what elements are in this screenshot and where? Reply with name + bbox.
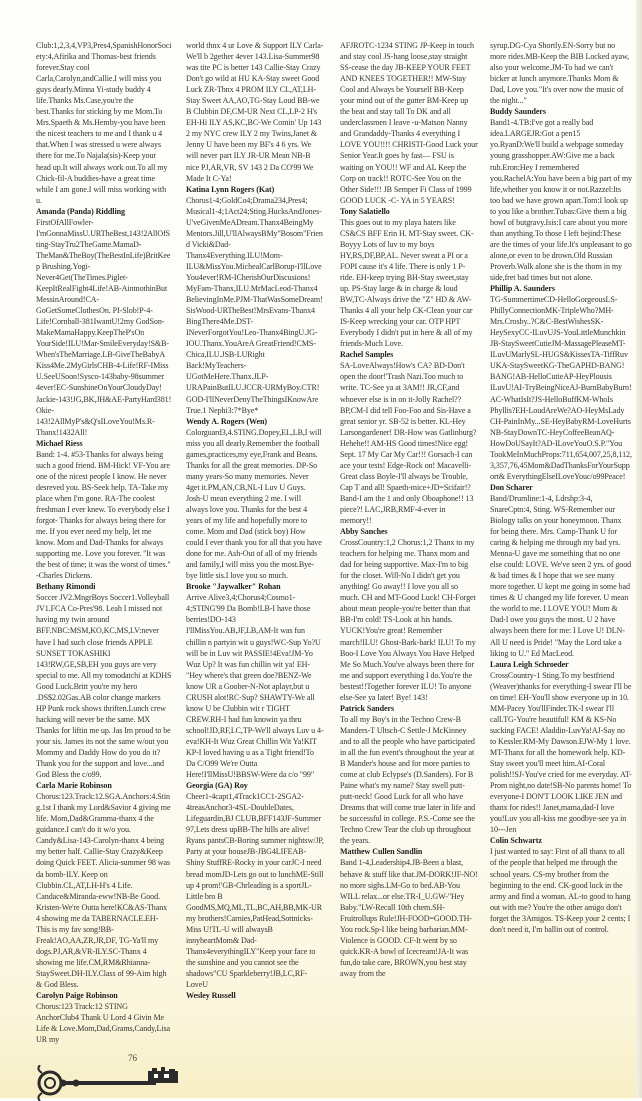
senior-message: Arrive Alive3,4;Chorus4;Cosmo1-4;STING'99 Da Bomb!LB-I have those berries!DO-143 I'llMissYou.AB,JF,LB,AM-It was fun chillin n partyin wit u guys!WC-Sup Yo?U will be in Luv wit PASSIE!4Eva!JM-Yo Wuz Up? It was fun chillin wit ya! EH-"Hey where's that green doe?BENZ-We know UR a Goober-N-Not aplayr,but u CRUSH alot!RC-Sup? SHAWTY-We all know U be Clubbin wit r TIGHT CREW.RH-I had fun knowin ya thru school!JD,RF,LC,TP-We'll always Luv u 4-eva!KH-It Wuz Great Chillin Wit Ya!KIT KP-I loved having u as a Tight friend!To Da C/O99 We're Outta Here!I'llMissU!BBSW-Were da c/o "99" [186, 593, 324, 780]
continued-text: world thnx 4 ur Love & Support ILY Carla-We'll b 2gether 4ever 143.Lisa-Summer98 was tite PC is better 143 Callie-Stay Crazy Don't go wild at HU KA-Stay sweet Good Luck ZR-Thnx 4 PROM ILY CL,AT,LH-Stay Sweet AA,AO,TG-Stay Loud BB-we B Clubbin DF,CM-UR Next CL,LP-2 H's EH-Hi ILY AS,KC,BC-We Comin' Up 143 2 my NYC crew ILY 2 my Twins,Janet & Jenny U have been my BF's 4 6 yrs. We will never part ILY JR-UR Mean NB-B nice PJ,AR,VR, SV 143 2 Da CO'99 We Made It C-Ya! [186, 41, 324, 183]
senior-message: Cheer1-4capt1,4Track1CC1-2SGA2-4treasAnchor3-4SL-DoubleDates, Lifeguardin,BJ CLUB,BFF143JF-Summer 97,Lets dress upBB-The hills are alive! Ryans pantsCB-Boring summer nightsw/JP, Party at your houseJB-JBG4LIFEAB-Shiny StuffRE-Rocky in your carJC-I need bread momJD-Lets go out to lunchME-Still up 4 prom!'GB-Chrleading is a sportJL-Little bro B GoodMS,MQ,ML,TL,BC,AH,BB,MK-UR my brothers!Carnies,PatHead,Sottnicks-Miss U!TL-U will alwaysB innyheartMom& Dad-Thanx4everythingILY"Keep your face to the sunshine and you cannot see the shadows"CU Sparkleberry!JB,LC,RF-LoveU [186, 792, 324, 989]
senior-message: Band/Drumline:1-4, Ldrshp:3-4, SnareCptn:4, Sting. WS-Remember our Biology talks on your honeymoon. Thanx for being there. Mrs. Camp-Thank U for caring & helping me through my bad yrs. Menna-U gave me something that no one else could: LOVE. We've seen 2 yrs. of good & bad times & I hope that we see many more together. U kept me going in some bad times & U changed my life forever. U mean the world to me. I LOVE YOU! Mom & Dad-I owe you guys the most. U 2 have always been there for me: I Love U! DLN-All U need is Pride! "May the Lord take a liking to U." Ed MacLeod. [490, 493, 632, 658]
senior-name: Carolyn Paige Robinson [36, 991, 118, 1001]
senior-message: Chorus:123.Track:12.SGA.Anchors:4.Sting.1st I thank my Lord&Savior 4 giving me life. Mom,Dad&Gramma-thanx 4 the guidance.I can't do it w/o you. Candy&Lisa-143-Carolyn-thanx 4 being my better half. Callie-Stay Crazy&Keep doing Quick FEET. Alicia-summer 98 was da bomb-ILY. Keep on Clubbin.CL,AT,LH-H's 4 Life. Candace&Miranda-eww!NB-Be Good. Kristen-We're Outta here!KC&AS-Thanx 4 showing me da TABERNACLE.EH-This is my fav song!BB-Freak!AO,AA,ZR,JR,DF, TG-Ya'll my dogs.PJ,AR,&VR-ILY.SC-Thanx 4 showing me life.CM,RM&Rhianna-StaySweet.DH-ILY.Class of 99-Aim high & God Bless. [36, 792, 171, 989]
senior-name: Georgia (GA) Roy [186, 781, 248, 791]
senior-message: Band: 1-4. #53-Thanks for always being such a good friend. BM-Hick! VF-You are one of the nicest people I know. He never desreved you. BS-Seek help. TA-Take my place when I'm gone. RA-The coolest freshman I ever knew. To everybody else I forgot- Thanks for always being there for me. If you ever need my help, let me know. Mom and Dad-Thanks for always supporting me. Love you forever. "It was the best of time; it was the worst of times." -Charles Dickens. [36, 449, 171, 581]
senior-message: Band 1-4,Leadership4.JB-Been a blast, behave & stuff like that.JM-DORK!JF-NO! no more sighs.LM-Go to bed.AB-You WILL relax...or else.TR-I_U.GW-"Hey Baby."LW-Recall 10th chem.SH-Fruitrollups Rule!JH-FOOD=GOOD.TH-You rock.Sp-I like being barbarian.MM-Violence is GOOD. CF-It went by so quick.KR-A bowl of Icecream!JA-It was fun,do take care, BROWN,you best stay away from the [340, 858, 478, 978]
senior-message: CrossCountry-1 Sting.To my bestfriend (Weaver)thanks for everything-I swear I'll be on time! EH-You'll show everyone up in 10. MM-Pacey You'llFinder.TK-I swear I'll call.TG-You're beautiful! KM & KS-No sucking FACE! Aladdin-LuvYa!AJ-Say no to Kessler.RM-My Dawson.EJW-My 1 love. MT-Thanx for all the homework help. KD-Stay sweet you'll meet him.AI-Coral polish!!SJ-You've cried for me everyday. AT-Prom night,no date!SB-No parents home! To everyone-I DON'T LOOK LIKE JEN and thanx for rides!! Janet,mama,dad-I love you!Luv you all-kiss me goodbye-see ya in 10---Jen [490, 670, 632, 835]
senior-message: TG-SummertimeCD-HelloGorgeousLS-PhillyConnectionMK-TripleWho?MH-Mrs.Crosby..?C&C-BestWishesSK-HeySexyCC-ILuvUJS-YouLittleMunchkin JB-StaySweetCutieJM-MassagePleaseMT-ILuvUMarlySL-HUGS&KissesTA-TiffRuv UKA-StaySweetKG-TheGAPHD-BANG! BANG!AB-HelloCutieAP-HeyPlousis ILuvU!AI-TryBeingNiceAJ-BurnBabyBurn! AC-WhatIsIt?JS-HelloBuffKM-WhoIs Phyllis?EH-LoudAreWe?AO-HeyMsLady CH-PainInMy...SE-HeyBabyRM-LoveHurts NB-StayDownTC-HeyCoffeeBeanAQ-HowDoUSayIt?AD-ILoveYouO.S.P."You TookMeInMuchProps:711,654,007,25,8,112, 3,357,76,45Mom&DadThanksForYourSupport& EverythingElseILoveYouc/o99Peace! [490, 295, 632, 481]
senior-name: Katina Lynn Rogers (Kat) [186, 184, 275, 194]
senior-name: Colin Schwartz [490, 836, 542, 846]
skeleton-key-icon [36, 1065, 186, 1101]
senior-name: Abby Sanches [340, 527, 388, 537]
senior-entry [186, 184, 324, 416]
continued-text: syrup.DG-Cya Shortly.EN-Sorry but no more rides.MB-Keep the BIB Locked ayaw, also your welcome.JM-To bad we can't bicker at lunch anymore.Thanks Mom & Dad, Love you."It's over now the music of the night..." [490, 41, 630, 106]
senior-entry [490, 106, 632, 283]
senior-entry [340, 526, 478, 703]
senior-name: Laura Leigh Schroeder [490, 659, 569, 669]
column-4 [490, 40, 632, 935]
senior-message: Chorus1-4;GoldCo4;Drama234,Pres4; Musical1-4;1Act24;Sting.HucksAndJones-U'veGivenMeADream.Thanx4BeingMy Mentors.Jill,U'llAlwaysBMy"Bosom"Friend Vicki&Dad-Thanx4Everything.ILU!Mom-ILU&MissYou.MichealCarlBorup-I'llLove You4ever!RM-ICherishOurDiscusions! MyFam-Thanx,ILU.MrMacLeod-Thanx4 BelievingInMe.PJM-ThatWasSomeDream! SisWood-URTheBest!MrsEvans-Thanx4 BingThere4Me.DST-INeverForgotYou!Leo-Thanx4BingU.JG-IOU.Thanx.YouAreA GreatFriend!CMS-Chica,ILU.JSB-LURight Back!MyTeachers-UGotMeHere.Thanx.JLP-URAPainButILU.JCCR-URMyBoy.CTR! GOD-I'llNeverDenyTheThingsIKnowAre True.1 Nephi3:7*Bye* [186, 195, 323, 415]
senior-message: CrossCountry:1,2 Chorus:1,2 Thanx to my teachers for helping me. Thanx mom and dad for being supportive. Max-I'm to big for the closet. Will-No I didn't get you anything! Go away!! I love you all so much. CH and MT-Good Luck! CH-Forget about mean people-you're better than that BB-I'm cold! TS-Look at his hands. YUCK!You're great! Remember march!ILU! Ghost-Bark-bark! ILU! To my Boo-I Love You Always You Have Helped Me So Much.You've always been there for me and support everything I do.You're the bestest!!Together forever ILU! To anyone else-See ya later! Bye! 143! [340, 538, 476, 702]
senior-name: Michael Riess [36, 438, 83, 448]
senior-entry [490, 482, 632, 659]
senior-message: Soccer JV2.MngrBoys Soccer1.Volleyball JV1.FCA Co-Pres'98. Leah I missed not having my twin around BFF.NBC:MSM,KO,KC,MS,LV:never have I had such close friends APPLE SUNSET TOKASHIKI 143!RW,GE,SB,EH you guys are very special to me. All my tomodatchi at KDHS Good Luck.Britt you're my hero .DS$2.02Gas.AB color change markers HP Punk rock shows thriften.Lunch crew hacking will never be the same. MX Thanks for liftin me up. Jas Im proud to be your sis. James its not the same w/out you Mommy and Daddy How do you do it? Thank you for the support and love...and God Bless the c/o99. [36, 593, 172, 780]
senior-entry [340, 349, 478, 526]
senior-name: Don Scharer [490, 482, 533, 492]
senior-name: Brooke "Jaywalker" Rohan [186, 582, 281, 592]
senior-message: SA-LoveAlways!How's CA? BD-Don't open the door!'Trash Nazi.Too much to write. TC-See ya at 3AM!! JR,CF,and whoever else is in on it-Jolly Rachel?? BP,CM-I did tell Foo-Foo and Sis-Have a great senior yr. SB-52 is better. KL-Hey Larsongardener! DR-How was Gatlinburg? Hehehe!! AM-HS Good times!Nice egg! Sept. 17 My Car My Car!!! Gorsach-I can ace your tests! Edge-Rock on! Macavelli-Great class Boyle-I'll always be Trouble, Cap T and all! Spaeth-mice+JD=Scifair!? Band-I am the 1 and only Oboaphone!! 13 piece?! LAC,JRB,RMF-4-ever in memory!! [340, 361, 477, 526]
senior-entry [186, 990, 324, 1001]
column-2 [186, 40, 324, 1001]
senior-message: Colorguard3,4.STING.Dopey,EL,LB,I will miss you all dearly.Remember the football games,practices,my eye,Frank and Beans. Thanks for all the great memories. DP-So many years-So many memories. Never 4get it.PM,AN,CB,NL-I Luv U Guys. Josh-U mean everything 2 me. I will always love you. Thanks for the best 4 years of my life and hopefully more to come. Mom and Dad (stick boy) How could I ever thank you for all that you have done for me. Ash-Out of all of my friends and family,I will miss you the most.Bye-bye little sis.I love you so much. [186, 427, 322, 581]
senior-name: Tony Salatiello [340, 206, 390, 216]
senior-entry [490, 659, 632, 836]
senior-name: Amanda (Panda) Riddling [36, 206, 125, 216]
continued-text: AFJROTC-1234 STING JP-Keep in touch and stay cool JS-hang loose,stay straight SS-cease the day JB-KEEP YOUR FEET AND KNEES TOGETHER!! MW-Stay Cool and Always be Yourself BB-Keep your mind out of the gutter BM-Keep up the beat and stay tall To DK and all underclassmen I leave -u-Matson Nanny and Grandaddy-Thanks 4 everything I LOVE YOU!!!! CHRISTI-Good Luck your Senior Year.It goes by fast— FSU is waiting on YOU!! WF and AL Keep the Corp on track!! ROTC-See You on the Other Side!!! JB Semper Fi Class of 1999 GOOD LUCK -C- YA in 5 YEARS! [340, 41, 478, 205]
senior-entry [490, 283, 632, 482]
senior-name: Buddy Saunders [490, 107, 546, 117]
page-number: 76 [128, 1053, 137, 1064]
senior-message: This goes out to my playa haters like CS&CS BFF Erin H. MT-Stay sweet. CK-Boyyy Lots of luv to my boys HY,RS,DF,BP,AL. Never sweat a PI or a FOPI cause it's 4 life. There is only 1 P-ride. EH-keep trying BH-Stay sweet,stay up. PS-Stay large & in charge & loud BW,TC-Always drive the "Z" HD & AW-Thanks 4 all your help CK-Clean your car IS-Keep wrecking your car. OTP HPT Everybody I didn't put in here & all of my friends-Much Love. [340, 217, 474, 349]
senior-name: Wesley Russell [186, 991, 236, 1001]
senior-name: Bethany Rimondi [36, 582, 96, 592]
senior-message: Band1-4.TB:I've got a really bad idea.LARGEJR:Got a pen15 yo.RyanD:We'll build a webpage someday young grasshopper.AW:Give me a back rub.Eron:Hey I remembered you.RachelA:You have been a big part of my life,whether you know it or not.Razzel:Its too bad we have grown apart.Tom:I look up to you like a brother.Tubas:Give them a big bowl of butgravy.Isis:I care about you more than anything.To those I left bejind:These are the times of your life.It's unpleasant to go alone,or even to be drown.Old Russian Proverb.Walk alone she is the thorn in my side,fret bad times but not alone. [490, 118, 632, 282]
senior-name: Rachel Samples [340, 350, 394, 360]
senior-entry [36, 206, 172, 438]
senior-name: Matthew Cullen Sandlin [340, 847, 423, 857]
senior-message: I just wanted to say: First of all thanx to all of the people that helped me through the school years. CS-my brother from the beginning to the end. CK-good luck in the army and find a woman. AL-to good to hang out with me? You're the other amigo don't forget the 3Amigos. TS-Keep your 2 cents; I don't need it, I'm ballin out of control. [490, 847, 631, 934]
senior-entry [340, 846, 478, 979]
senior-entry [186, 581, 324, 780]
senior-name: Patrick Sanders [340, 703, 395, 713]
senior-message: To all my Boy's in the Techno Crew-B Manders-T Ultsch-C Settle-J McKinney and to all the people who have participated in all the fun event's throughout the year at B Mander's house and for more parties to come at club Eclypse's (D.Sanders). For B Paine what's my name? Stay swell putt-putt-neck! Good Luck for all who have Dreams that will come true later in life and be successful in college. P.S.-Come see the Techno Crew Tear the club up throughout the years. [340, 714, 476, 846]
continued-text: Club:1,2,3,4,VP3,Pres4,SpanishHonorSociety:4,Afirika and Thomas-best friends forever.Stay cool Carla,Carolyn,andCallie.I will miss you guys dearly.Minna Yi-study buddy 4 life.Thanks Ms.Case,you're the best.Thanks for sticking by me Mom.To Mrs.Spaeth & Ms.Hemby-you have been the nicest teachers to me and I thank u 4 that.When I was stressed u were always there for me.To Najala(sis)-Keep your head up.It will always work out.To all my Chick-fil-A buddies-have a great time while I am gone.I will miss working with u. [36, 41, 172, 205]
senior-entry [186, 416, 324, 582]
senior-entry [36, 990, 172, 1045]
senior-entry [340, 703, 478, 847]
senior-name: Wendy A. Rogers (Wen) [186, 416, 268, 426]
senior-message: Chorus:123 Track:12 STING AnchorClub4 Thank U Lord 4 Givin Me Life & Love.Mom,Dad,Grams,Candy,Lisa UR my [36, 1002, 171, 1045]
senior-message: FirstOfAllFowler-I'mGonnaMissU.URTheBest,143!2AllOfSting-StayTru2TheGame.MamaD-TheMan&TheBoy(TheBestInLife)BritKeep Brushing.Yogi-Never4Get(TheTimes.Piglet-KeepItRealFight4Life!AB-AintnothinBut MessinAround!CA-GoGetSomeClothesOn. PI-Slob!P-4-Life!Cornball-381IwantU!2my GodSon-MakeMamaHappy.KeepTheP'sOn YourSide!ILU!Mar-SmileEveryday!S&B-When'sTheMarriage.LB-GiveTheBabyA Kiss4Me.2MyGirlsCHB-4-Life!RF-IMiss U.SeeUSoon!Sysco-143baby-98summer 4ever!EC-SunshineOnYourCloudyDay! Jackie-143!JG,BK,JH&AE-PartyHard381! Okie-143!2AllMyP's&Q'sILoveYou!Ms.R-Thanx!1432All! [36, 217, 172, 437]
senior-name: Carla Marie Robinson [36, 781, 112, 791]
senior-entry [490, 835, 632, 934]
senior-entry [340, 206, 478, 350]
senior-entry [36, 780, 172, 990]
senior-entry [36, 438, 172, 582]
senior-entry [186, 780, 324, 990]
column-1 [36, 40, 172, 1045]
senior-name: Phillip A. Saunders [490, 284, 555, 294]
page-footer [36, 1053, 186, 1098]
senior-entry [36, 581, 172, 780]
column-3 [340, 40, 478, 979]
